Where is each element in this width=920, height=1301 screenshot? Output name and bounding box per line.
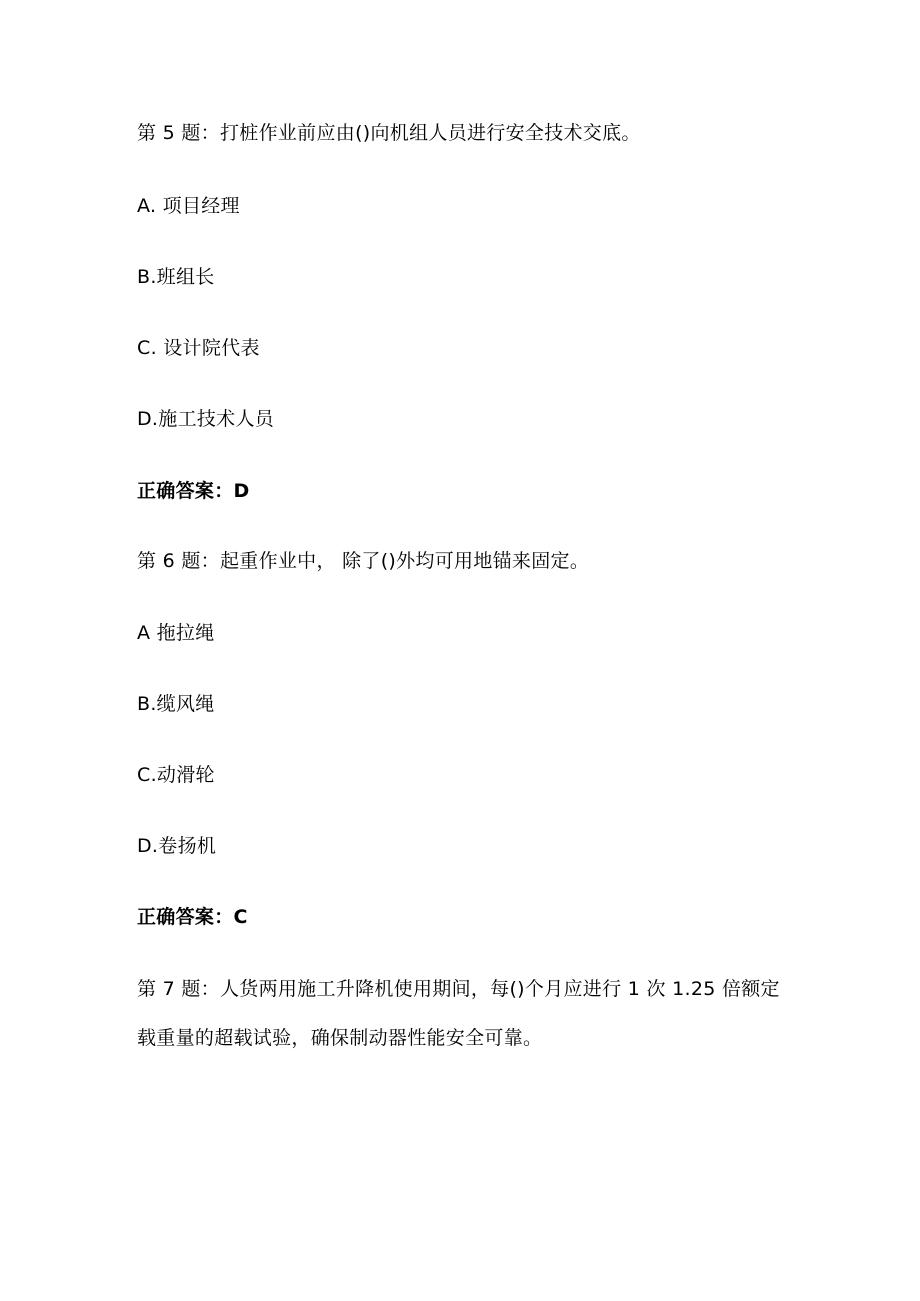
option-d: D.卷扬机 xyxy=(137,835,217,857)
correct-answer: 正确答案：D xyxy=(137,480,250,502)
question-text: 第 6 题：起重作业中， 除了()外均可用地锚来固定。 xyxy=(137,550,590,572)
question-text-line-2: 载重量的超载试验，确保制动器性能安全可靠。 xyxy=(137,1027,543,1049)
option-b: B.班组长 xyxy=(137,266,215,288)
question-text-line-1: 第 7 题：人货两用施工升降机使用期间，每()个月应进行 1 次 1.25 倍额定 xyxy=(137,978,780,1000)
option-d: D.施工技术人员 xyxy=(137,408,275,430)
option-c: C. 设计院代表 xyxy=(137,337,260,359)
correct-answer: 正确答案：C xyxy=(137,906,248,928)
question-text: 第 5 题：打桩作业前应由()向机组人员进行安全技术交底。 xyxy=(137,122,641,144)
option-b: B.缆风绳 xyxy=(137,693,215,715)
option-c: C.动滑轮 xyxy=(137,764,215,786)
option-a: A. 项目经理 xyxy=(137,195,240,217)
option-a: A 拖拉绳 xyxy=(137,622,215,644)
